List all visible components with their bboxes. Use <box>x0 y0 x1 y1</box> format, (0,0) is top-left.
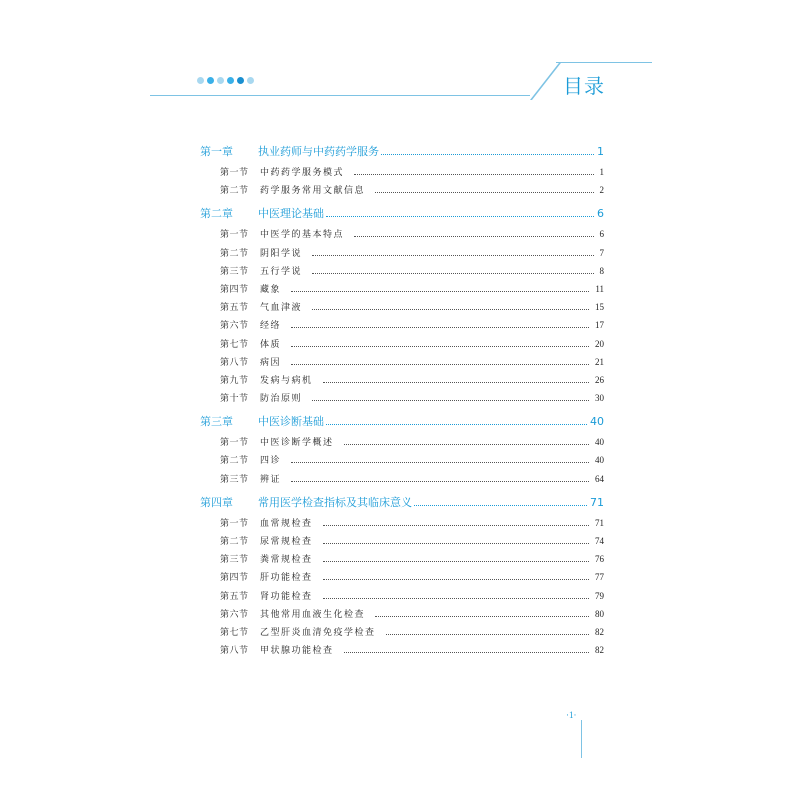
section-page: 74 <box>595 536 604 546</box>
chapter-page: 40 <box>590 415 604 429</box>
section-number: 第二节 <box>220 537 249 547</box>
section-page: 80 <box>595 608 604 619</box>
toc-section-row[interactable] <box>200 643 604 661</box>
section-title: 中药药学服务模式 <box>260 168 345 178</box>
decor-dot <box>227 77 234 84</box>
chapter-page: 6 <box>597 207 604 221</box>
section-title: 辨证 <box>260 474 282 485</box>
dot-leader <box>375 616 589 617</box>
section-page: 40 <box>595 437 604 448</box>
dot-leader <box>291 481 589 482</box>
chapter-title: 中医诊断基础 <box>258 415 324 429</box>
dot-leader <box>291 346 589 347</box>
header-dots <box>197 77 254 84</box>
section-number: 第二节 <box>220 456 249 467</box>
toc-section-row[interactable] <box>200 165 604 183</box>
section-title: 甲状腺功能检查 <box>260 646 334 657</box>
section-number: 第十节 <box>220 394 249 405</box>
chapter-page: 1 <box>597 145 604 158</box>
dot-leader <box>291 291 589 292</box>
toc-section-row[interactable] <box>200 246 604 264</box>
chapter-number: 第四章 <box>200 495 233 509</box>
toc-section-row[interactable] <box>200 552 604 570</box>
dot-leader <box>344 444 589 445</box>
dot-leader <box>291 327 589 328</box>
toc-section-row[interactable] <box>200 516 604 534</box>
decor-dot <box>197 77 204 84</box>
section-page: 82 <box>595 626 604 637</box>
chapter-title: 中医理论基础 <box>258 207 324 221</box>
section-title: 中医诊断学概述 <box>260 438 334 449</box>
section-title: 五行学说 <box>260 266 303 277</box>
header-rule <box>150 95 530 96</box>
section-number: 第八节 <box>220 357 249 368</box>
decor-dot <box>217 77 224 84</box>
section-number: 第三节 <box>220 266 249 277</box>
dot-leader <box>354 174 593 175</box>
section-page: 1 <box>599 167 604 177</box>
toc-section-row[interactable] <box>200 355 604 373</box>
toc-section-row[interactable] <box>200 318 604 336</box>
toc-section-row[interactable] <box>200 227 604 245</box>
section-page: 20 <box>595 338 604 349</box>
toc-section-row[interactable] <box>200 570 604 588</box>
section-number: 第二节 <box>220 248 249 259</box>
toc-section-row[interactable] <box>200 453 604 471</box>
decor-dot <box>207 77 214 84</box>
dot-leader <box>291 364 589 365</box>
section-page: 6 <box>599 229 604 240</box>
section-title: 发病与病机 <box>260 375 313 386</box>
dot-leader <box>326 424 587 425</box>
section-title: 粪常规检查 <box>260 555 313 566</box>
section-number: 第三节 <box>220 474 249 485</box>
toc-section-row[interactable] <box>200 534 604 552</box>
section-title: 肝功能检查 <box>260 573 313 584</box>
section-number: 第二节 <box>220 186 249 197</box>
section-number: 第一节 <box>220 518 249 529</box>
section-page: 17 <box>595 320 604 331</box>
section-title: 经络 <box>260 321 282 332</box>
toc-chapter-row[interactable] <box>200 494 604 511</box>
section-title: 体质 <box>260 339 282 350</box>
section-title: 尿常规检查 <box>260 537 313 547</box>
dot-leader <box>312 400 589 401</box>
toc-section-row[interactable] <box>200 183 604 201</box>
dot-leader <box>323 598 589 599</box>
section-title: 四诊 <box>260 456 282 467</box>
section-title: 藏象 <box>260 284 282 295</box>
toc-section-row[interactable] <box>200 391 604 409</box>
header-slant-rule <box>530 62 562 100</box>
dot-leader <box>414 505 587 506</box>
header-top-rule <box>556 62 652 63</box>
dot-leader <box>323 382 589 383</box>
section-title: 乙型肝炎血清免疫学检查 <box>260 627 376 638</box>
section-page: 71 <box>595 517 604 528</box>
section-title: 肾功能检查 <box>260 591 313 602</box>
toc-section-row[interactable] <box>200 435 604 453</box>
dot-leader <box>312 255 593 256</box>
toc-section-row[interactable] <box>200 373 604 391</box>
section-number: 第八节 <box>220 646 249 657</box>
decor-dot <box>237 77 244 84</box>
toc-section-row[interactable] <box>200 264 604 282</box>
chapter-page: 71 <box>590 495 604 509</box>
toc-section-row[interactable] <box>200 625 604 643</box>
section-title: 阴阳学说 <box>260 248 303 259</box>
section-number: 第五节 <box>220 303 249 314</box>
section-number: 第一节 <box>220 230 249 241</box>
table-of-contents <box>200 143 604 661</box>
section-title: 药学服务常用文献信息 <box>260 186 366 197</box>
section-number: 第七节 <box>220 627 249 638</box>
toc-section-row[interactable] <box>200 589 604 607</box>
section-number: 第九节 <box>220 375 249 386</box>
dot-leader <box>386 634 589 635</box>
page-title: 目录 <box>563 74 605 98</box>
toc-section-row[interactable] <box>200 337 604 355</box>
dot-leader <box>312 309 589 310</box>
section-page: 77 <box>595 572 604 583</box>
section-number: 第六节 <box>220 609 249 620</box>
section-number: 第四节 <box>220 284 249 295</box>
section-number: 第四节 <box>220 573 249 584</box>
section-page: 26 <box>595 374 604 385</box>
dot-leader <box>375 192 593 193</box>
toc-chapter-row[interactable] <box>200 413 604 430</box>
chapter-title: 执业药师与中药药学服务 <box>258 145 379 158</box>
page-number: ·1· <box>566 710 577 720</box>
chapter-number: 第一章 <box>200 145 233 158</box>
dot-leader <box>323 579 589 580</box>
section-title: 其他常用血液生化检查 <box>260 609 366 620</box>
dot-leader <box>323 543 589 544</box>
section-title: 防治原则 <box>260 394 303 405</box>
toc-section-row[interactable] <box>200 472 604 490</box>
section-number: 第一节 <box>220 168 249 178</box>
section-page: 40 <box>595 455 604 466</box>
section-number: 第一节 <box>220 438 249 449</box>
dot-leader <box>381 154 594 155</box>
section-title: 病因 <box>260 357 282 368</box>
dot-leader <box>344 652 589 653</box>
chapter-number: 第二章 <box>200 207 233 221</box>
toc-section-row[interactable] <box>200 300 604 318</box>
section-title: 血常规检查 <box>260 518 313 529</box>
section-page: 2 <box>599 185 604 196</box>
section-page: 7 <box>599 247 604 258</box>
dot-leader <box>312 273 593 274</box>
section-page: 76 <box>595 554 604 565</box>
dot-leader <box>291 462 589 463</box>
section-page: 8 <box>599 265 604 276</box>
section-page: 79 <box>595 590 604 601</box>
toc-chapter-row[interactable] <box>200 205 604 222</box>
section-page: 64 <box>595 473 604 484</box>
toc-section-row[interactable] <box>200 282 604 300</box>
section-page: 30 <box>595 393 604 404</box>
section-number: 第六节 <box>220 321 249 332</box>
footer-rule <box>581 720 582 758</box>
dot-leader <box>323 525 589 526</box>
chapter-title: 常用医学检查指标及其临床意义 <box>258 495 412 509</box>
section-page: 82 <box>595 645 604 656</box>
section-number: 第七节 <box>220 339 249 350</box>
dot-leader <box>323 561 589 562</box>
section-page: 15 <box>595 302 604 313</box>
section-number: 第五节 <box>220 591 249 602</box>
section-page: 21 <box>595 356 604 367</box>
chapter-number: 第三章 <box>200 415 233 429</box>
dot-leader <box>354 236 593 237</box>
toc-section-row[interactable] <box>200 607 604 625</box>
toc-chapter-row[interactable] <box>200 143 604 160</box>
section-page: 11 <box>595 283 604 294</box>
dot-leader <box>326 216 594 217</box>
decor-dot <box>247 77 254 84</box>
section-title: 中医学的基本特点 <box>260 230 345 241</box>
section-title: 气血津液 <box>260 303 303 314</box>
section-number: 第三节 <box>220 555 249 566</box>
